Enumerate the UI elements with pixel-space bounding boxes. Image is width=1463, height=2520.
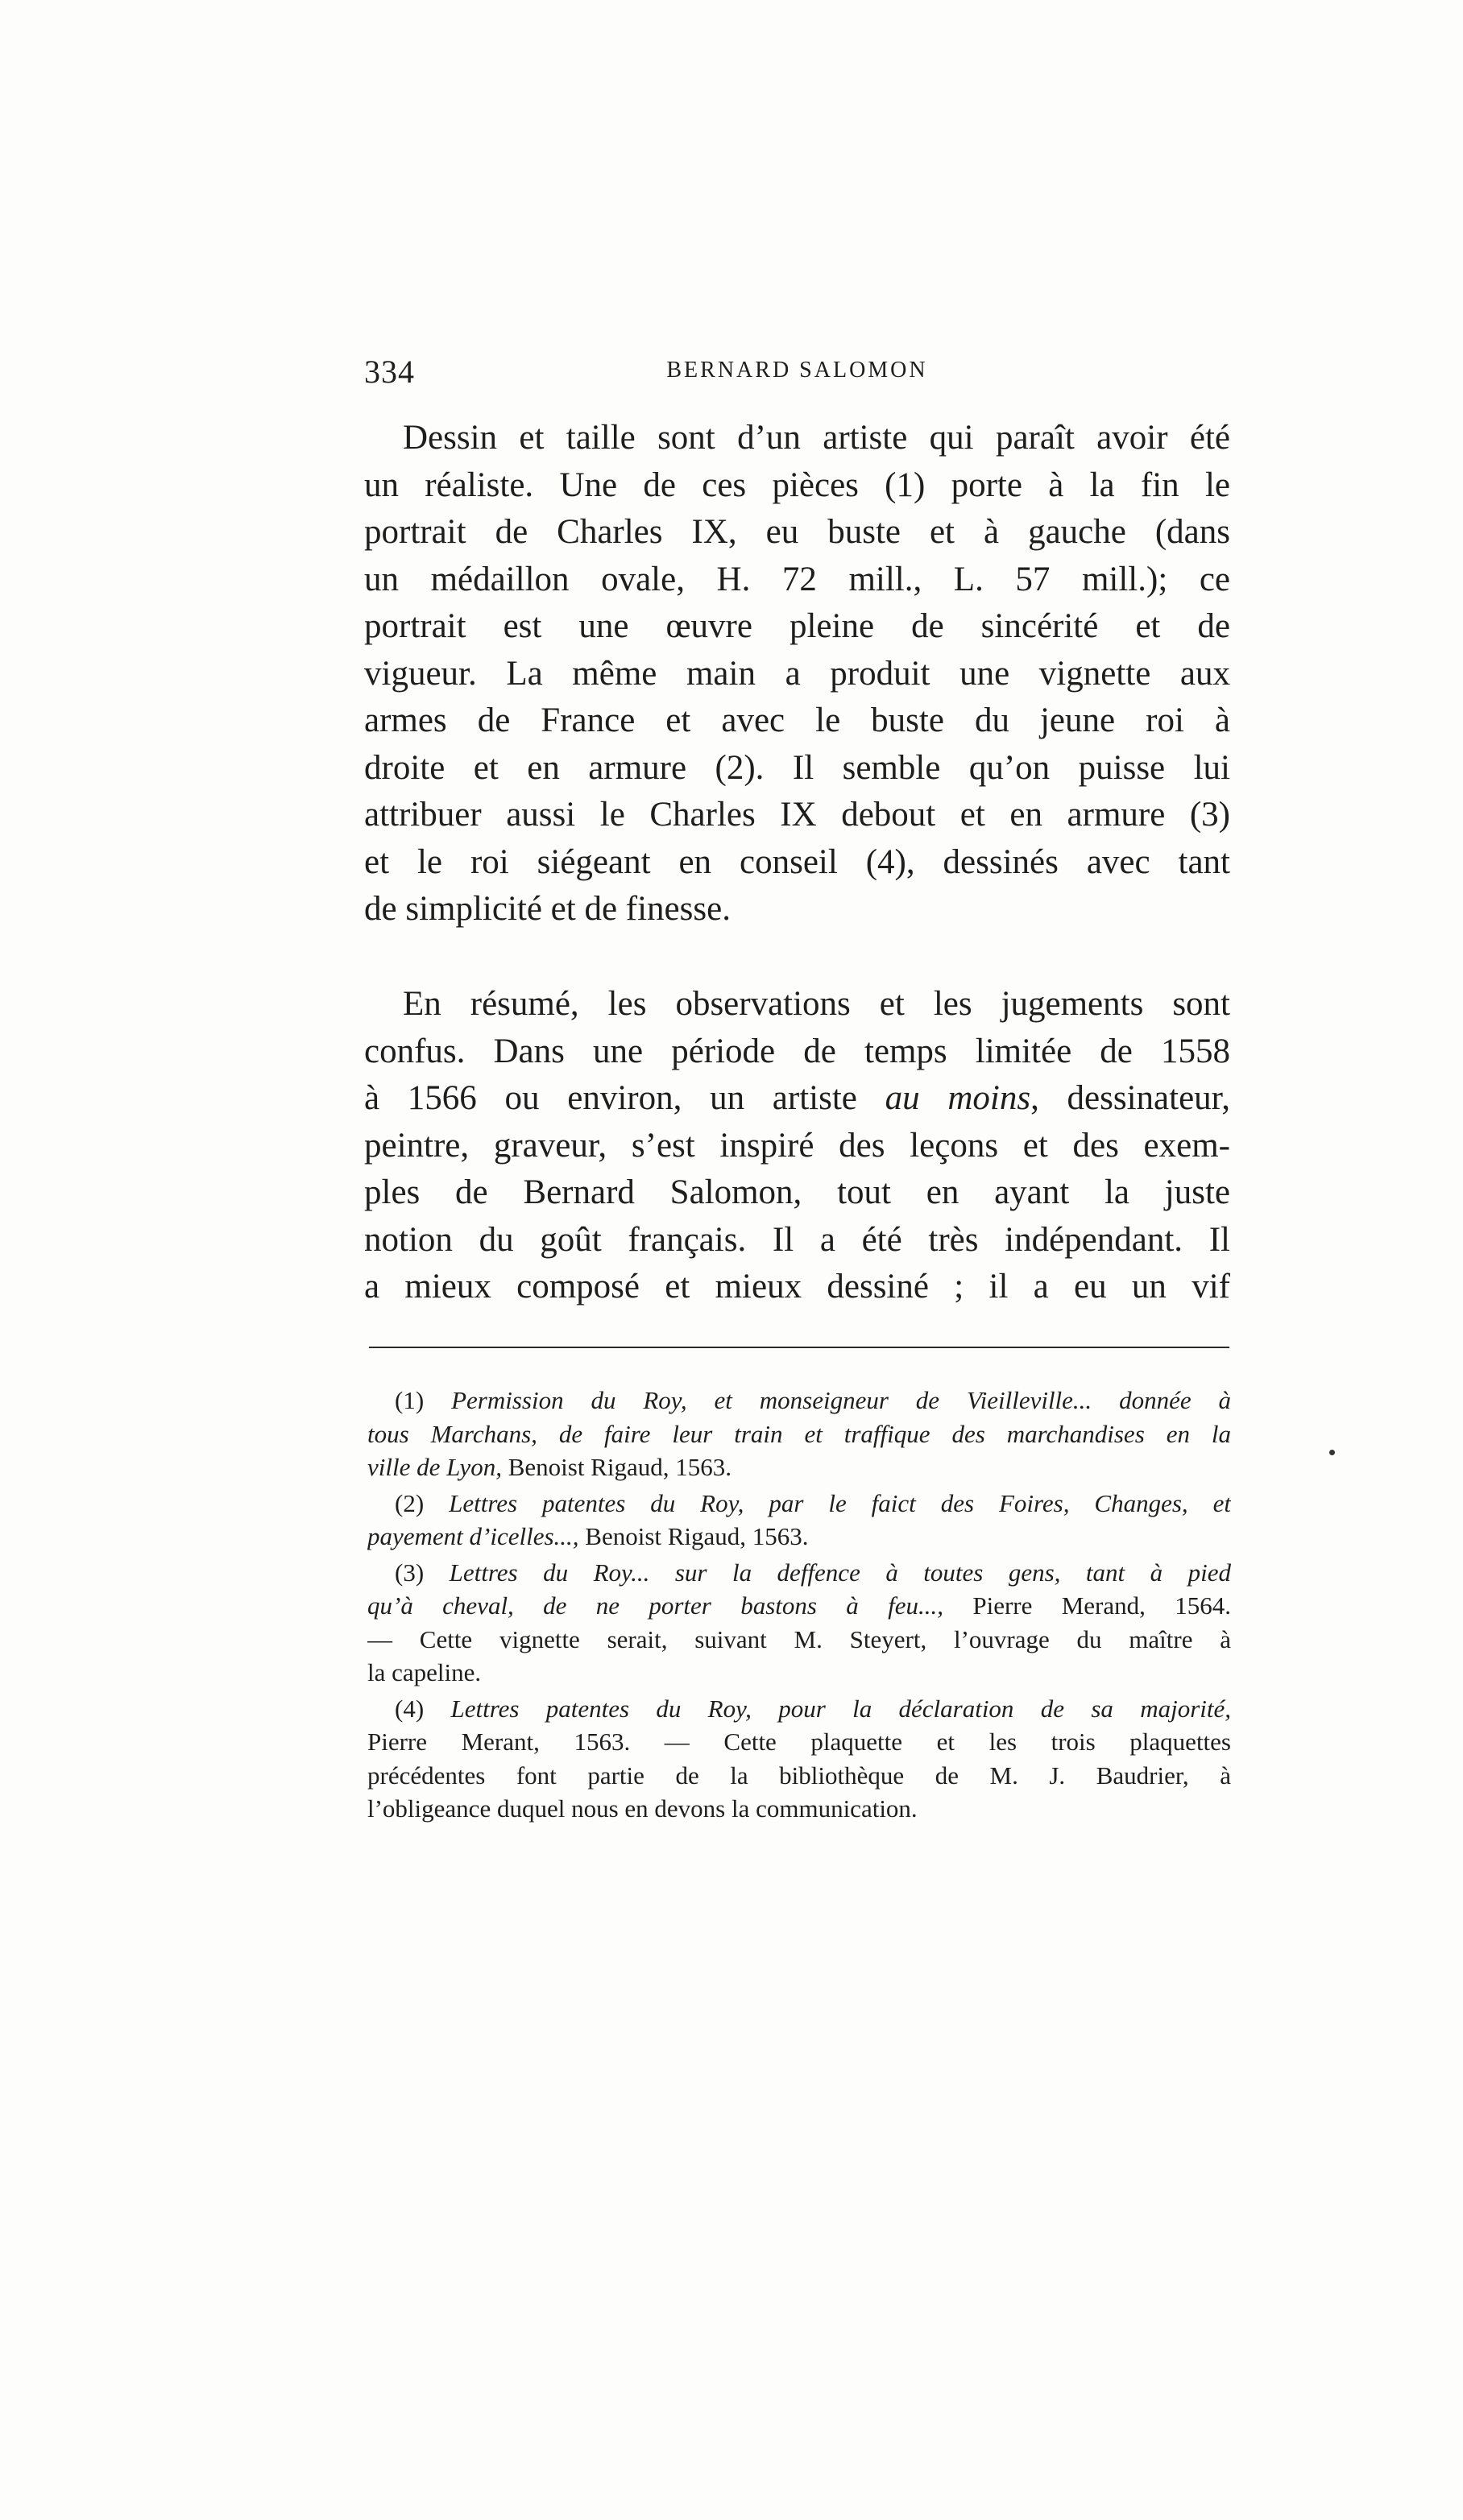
footnote-line: — Cette vignette serait, suivant M. Steyert, l’ouvrage du maître à <box>367 1624 1231 1653</box>
text-line: notion du goût français. Il a été très indépendant. Il <box>364 1220 1230 1259</box>
footnote-source: Benoist Rigaud, 1563. <box>578 1522 809 1550</box>
footnote-line <box>367 1692 1231 1726</box>
italic-phrase: au moins <box>885 1079 1031 1117</box>
text-line: confus. Dans une période de temps limitée de 1558 <box>364 1032 1230 1070</box>
footnote-source: Benoist Rigaud, 1563. <box>501 1453 732 1481</box>
footnote-title: Permission du Roy, et monseigneur de Vieilleville... donnée à <box>451 1386 1231 1414</box>
footnote-number: (2) <box>395 1488 425 1517</box>
footnote-line: l’obligeance duquel nous en devons la communication. <box>367 1794 918 1823</box>
text-line: portrait de Charles IX, eu buste et à gauche (dans <box>364 513 1230 551</box>
paragraph-2 <box>364 981 1230 1311</box>
text-line: droite et en armure (2). Il semble qu’on puisse lui <box>364 748 1230 787</box>
text-segment: à 1566 ou environ, un artiste <box>364 1079 885 1117</box>
text-line: attribuer aussi le Charles IX debout et en armure (3) <box>364 796 1230 834</box>
footnote-line <box>367 1589 1231 1623</box>
footnote-source: Pierre Merand, 1564. <box>943 1591 1231 1620</box>
footnote-title: Lettres du Roy... sur la deffence à toutes gens, tant à pied <box>449 1558 1231 1587</box>
text-line: armes de France et avec le buste du jeune roi à <box>364 701 1230 739</box>
text-line <box>364 1075 1230 1123</box>
footnote-line <box>367 1450 1231 1484</box>
running-title: BERNARD SALOMON <box>666 358 928 383</box>
footnote-3 <box>367 1556 1231 1690</box>
footnote-number: (4) <box>395 1694 425 1723</box>
footnotes <box>367 1384 1231 1828</box>
paragraph-1 <box>364 415 1230 933</box>
text-line: En résumé, les observations et les jugements sont <box>403 985 1230 1023</box>
footnote-2 <box>367 1487 1231 1554</box>
text-segment: , dessinateur, <box>1030 1079 1230 1117</box>
ink-speck <box>1329 1450 1335 1455</box>
footnote-1 <box>367 1384 1231 1484</box>
page-header <box>364 353 1230 401</box>
text-line: portrait est une œuvre pleine de sincérité et de <box>364 607 1230 645</box>
text-line: peintre, graveur, s’est inspiré des leçons et des exem- <box>364 1126 1230 1165</box>
footnote-line <box>367 1556 1231 1590</box>
text-line: a mieux composé et mieux dessiné ; il a eu un vif <box>364 1268 1230 1306</box>
footnote-title: payement d’icelles..., <box>367 1522 579 1550</box>
footnote-line <box>367 1487 1231 1521</box>
footnote-number: (3) <box>395 1558 425 1587</box>
footnote-title: ville de Lyon, <box>367 1453 502 1481</box>
text-line: et le roi siégeant en conseil (4), dessinés avec tant <box>364 842 1230 881</box>
text-line: de simplicité et de finesse. <box>364 890 731 928</box>
footnote-line <box>367 1520 1231 1554</box>
footnote-line: la capeline. <box>367 1658 482 1686</box>
text-line: vigueur. La même main a produit une vignette aux <box>364 654 1230 693</box>
footnote-number: (1) <box>395 1386 425 1414</box>
footnote-line: tous Marchans, de faire leur train et traffique des marchandises en la <box>367 1419 1231 1448</box>
footnote-line: précédentes font partie de la bibliothèque de M. J. Baudrier, à <box>367 1761 1231 1790</box>
text-line: ples de Bernard Salomon, tout en ayant la juste <box>364 1173 1230 1211</box>
footnote-line: Pierre Merant, 1563. — Cette plaquette et les trois plaquettes <box>367 1728 1231 1756</box>
footnote-divider <box>369 1347 1229 1348</box>
footnote-4 <box>367 1692 1231 1826</box>
text-line: un réaliste. Une de ces pièces (1) porte à la fin le <box>364 466 1230 504</box>
page-number: 334 <box>364 354 415 390</box>
footnote-title: Lettres patentes du Roy, par le faict des Foires, Changes, et <box>449 1488 1231 1517</box>
footnote-line <box>367 1384 1231 1417</box>
footnote-title: qu’à cheval, de ne porter bastons à feu..., <box>367 1591 944 1620</box>
text-line: Dessin et taille sont d’un artiste qui paraît avoir été <box>403 419 1230 457</box>
text-line: un médaillon ovale, H. 72 mill., L. 57 mill.); ce <box>364 560 1230 598</box>
footnote-title: Lettres patentes du Roy, pour la déclaration de sa majorité, <box>450 1694 1231 1723</box>
